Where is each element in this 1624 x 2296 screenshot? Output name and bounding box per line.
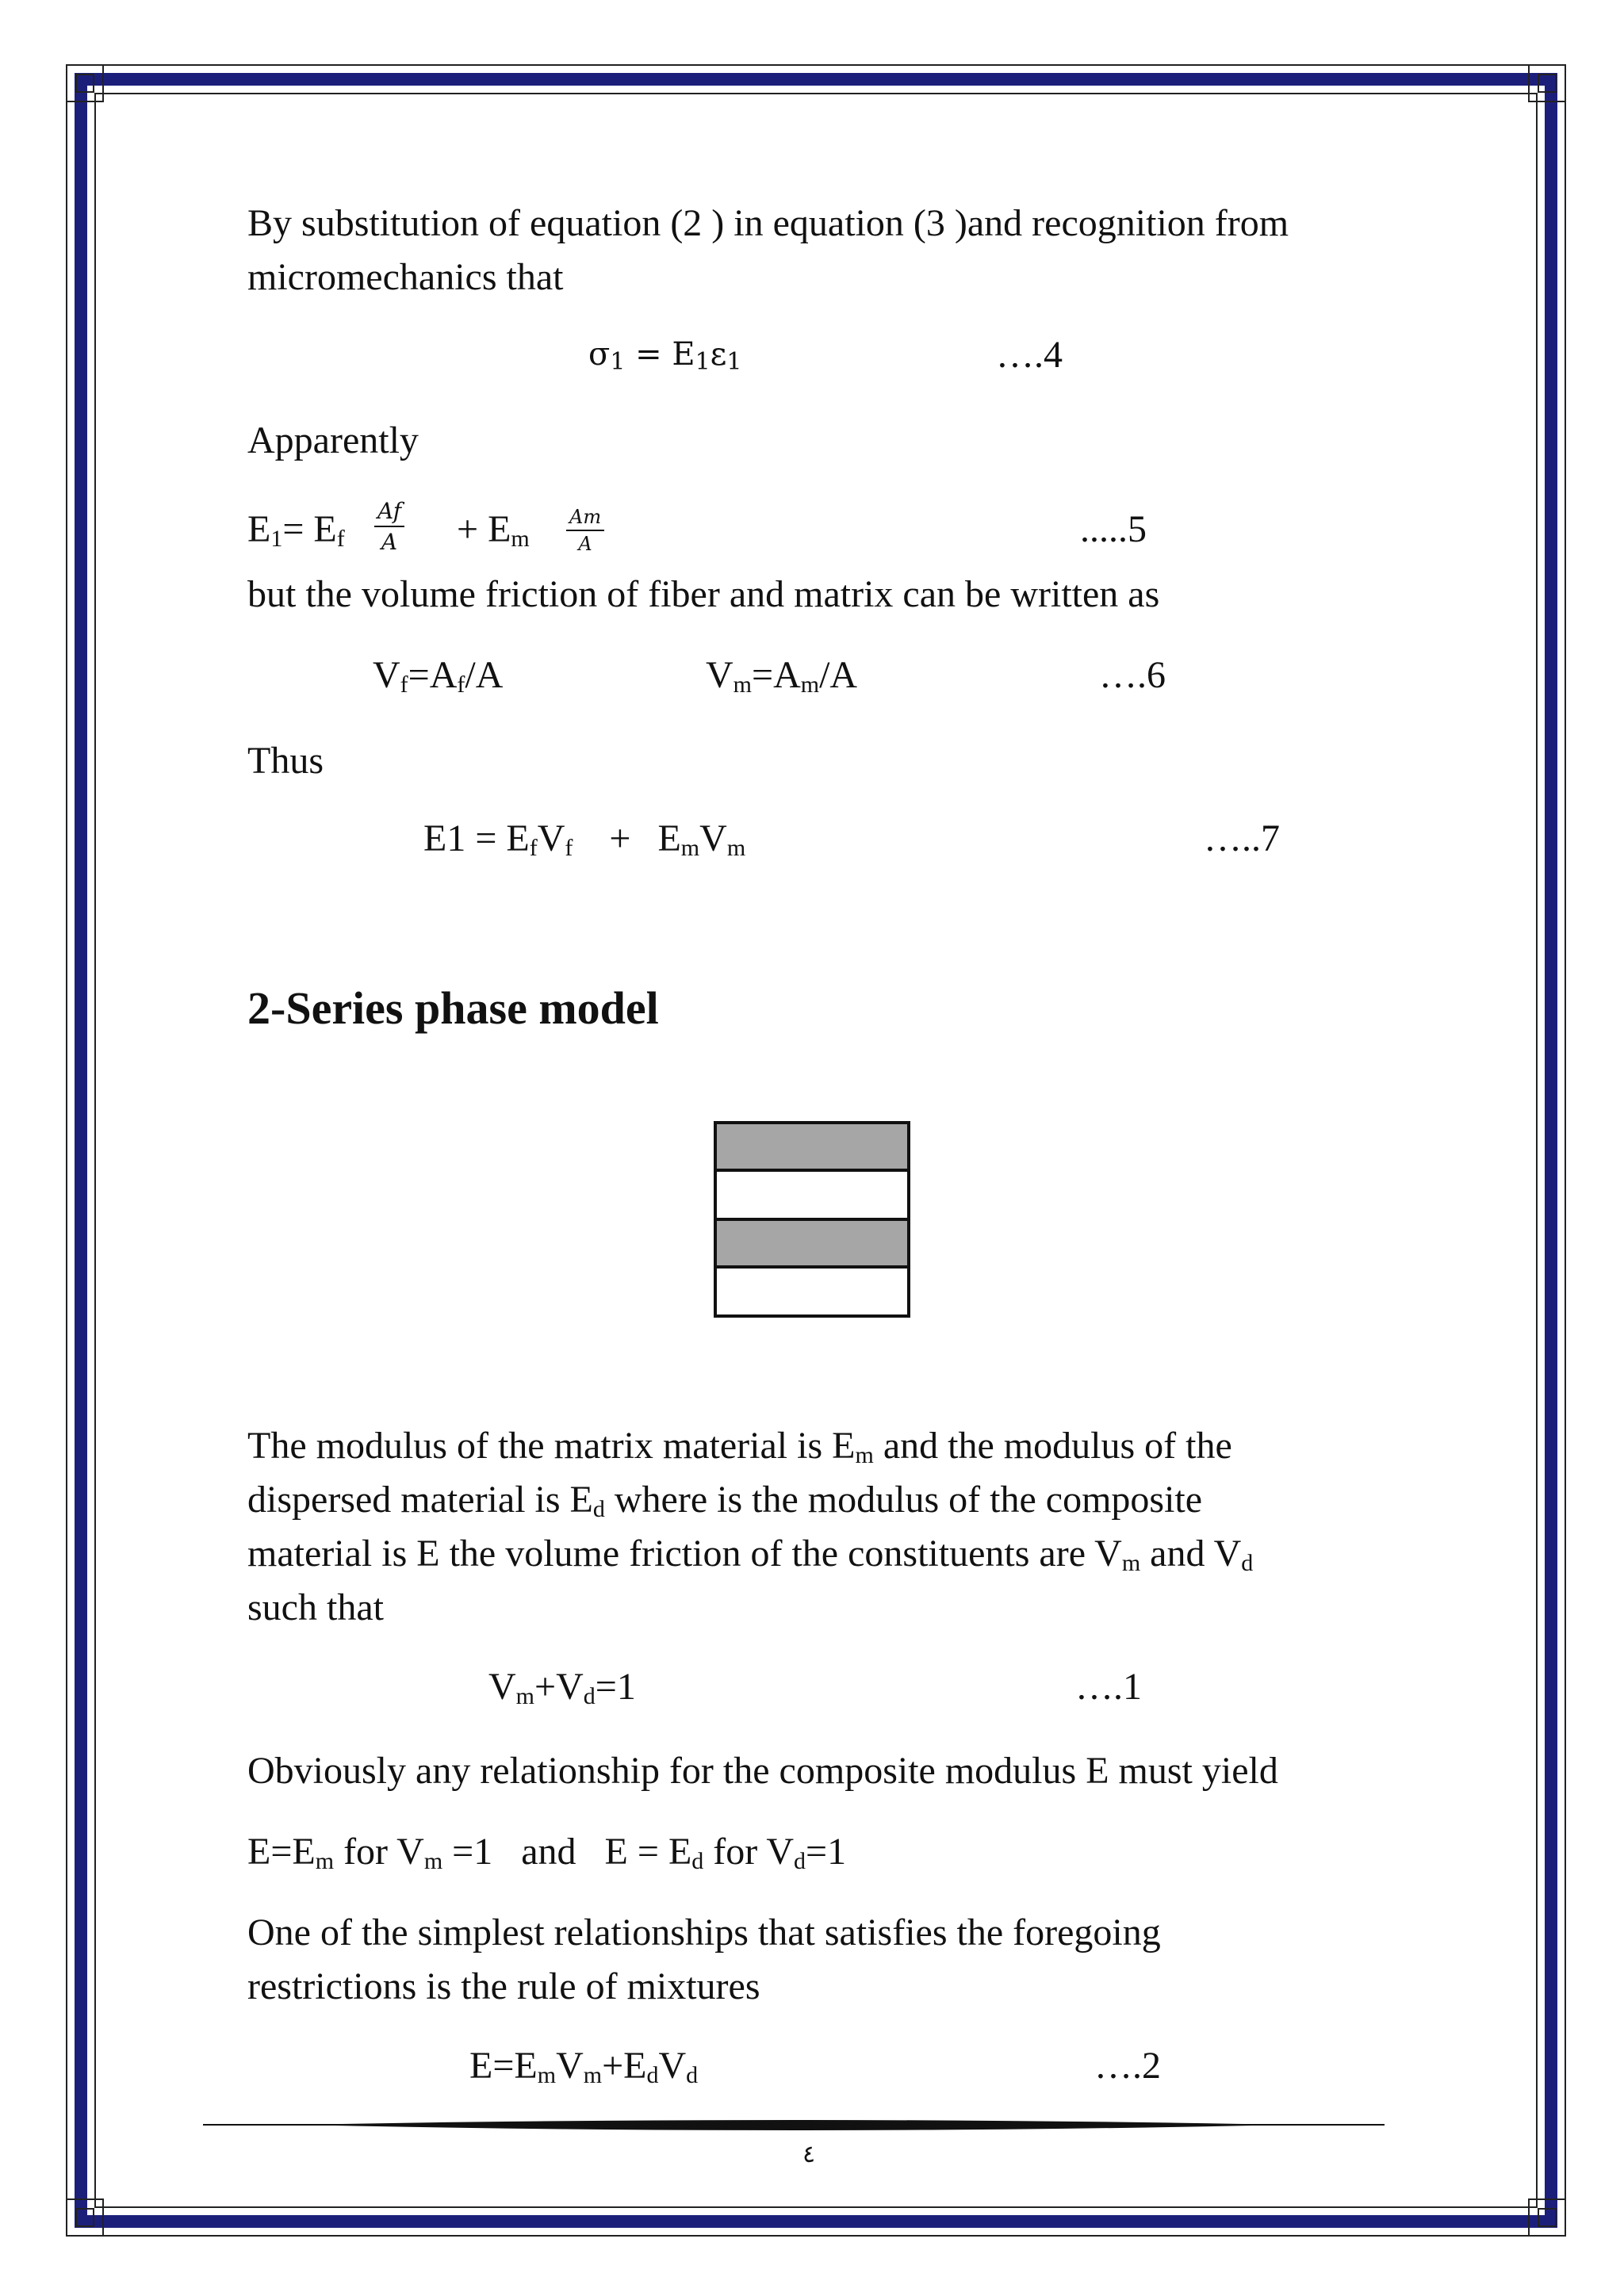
equation-5-number: .....5: [1080, 508, 1147, 550]
layer-matrix-1: [717, 1172, 907, 1221]
equation-2: $E=E_mV_m+E_dV_d$: [469, 2045, 699, 2088]
simplest-line-2: restrictions is the rule of mixtures: [247, 1965, 760, 2007]
equation-1-number: ….1: [1075, 1666, 1142, 1708]
footer-divider: [203, 2118, 1385, 2137]
equation-1: $V_m+V_d=1$: [488, 1666, 636, 1709]
equation-4: $\sigma_1 = E_1\varepsilon_1$: [588, 336, 742, 376]
fraction-af-over-a: $\frac{Af}{A}$: [374, 498, 404, 555]
equation-7: $E1 = E_fV_f + E_mV_m$: [423, 817, 746, 861]
equation-6-vm: $V_m=A_m/A$: [706, 654, 858, 698]
volume-fraction-text: but the volume friction of fiber and matrix can be written as: [247, 573, 1160, 615]
layer-dispersed-1: [717, 1124, 907, 1172]
intro-line-1: By substitution of equation (2 ) in equation (3 )and recognition from: [247, 202, 1289, 244]
layer-matrix-2: [717, 1269, 907, 1314]
equation-5-plus-term: + $E_m$: [457, 508, 530, 552]
equation-4-number: ….4: [996, 334, 1063, 376]
fraction-am-over-a: $\frac{Am}{A}$: [566, 506, 604, 555]
equation-5-lhs: $E_1= E_f$: [247, 508, 345, 552]
equation-7-number: …..7: [1204, 817, 1280, 859]
modulus-line-2: dispersed material is $E_d$ where is the modulus of the composite: [247, 1479, 1203, 1522]
series-layers-diagram: [714, 1121, 910, 1318]
page-number: ٤: [802, 2141, 816, 2168]
equation-6-number: ….6: [1099, 654, 1166, 696]
modulus-line-4: such that: [247, 1586, 384, 1628]
intro-line-2: micromechanics that: [247, 256, 564, 298]
layer-dispersed-2: [717, 1221, 907, 1269]
equation-2-number: ….2: [1094, 2045, 1161, 2087]
apparently-text: Apparently: [247, 419, 419, 461]
limit-conditions: $E=E_m$ for $V_m =1$ and $E = E_d$ for $V_d=1$: [247, 1831, 847, 1874]
obviously-text: Obviously any relationship for the composite modulus E must yield: [247, 1750, 1278, 1792]
modulus-line-1: The modulus of the matrix material is $E_m$ and the modulus of the: [247, 1425, 1232, 1468]
modulus-line-3: material is E the volume friction of the constituents are $V_m$ and $V_d$: [247, 1533, 1254, 1576]
section-heading: 2-Series phase model: [247, 982, 659, 1034]
thus-text: Thus: [247, 740, 324, 782]
simplest-line-1: One of the simplest relationships that satisfies the foregoing: [247, 1911, 1161, 1954]
equation-6-vf: $V_f=A_f/A$: [373, 654, 504, 698]
